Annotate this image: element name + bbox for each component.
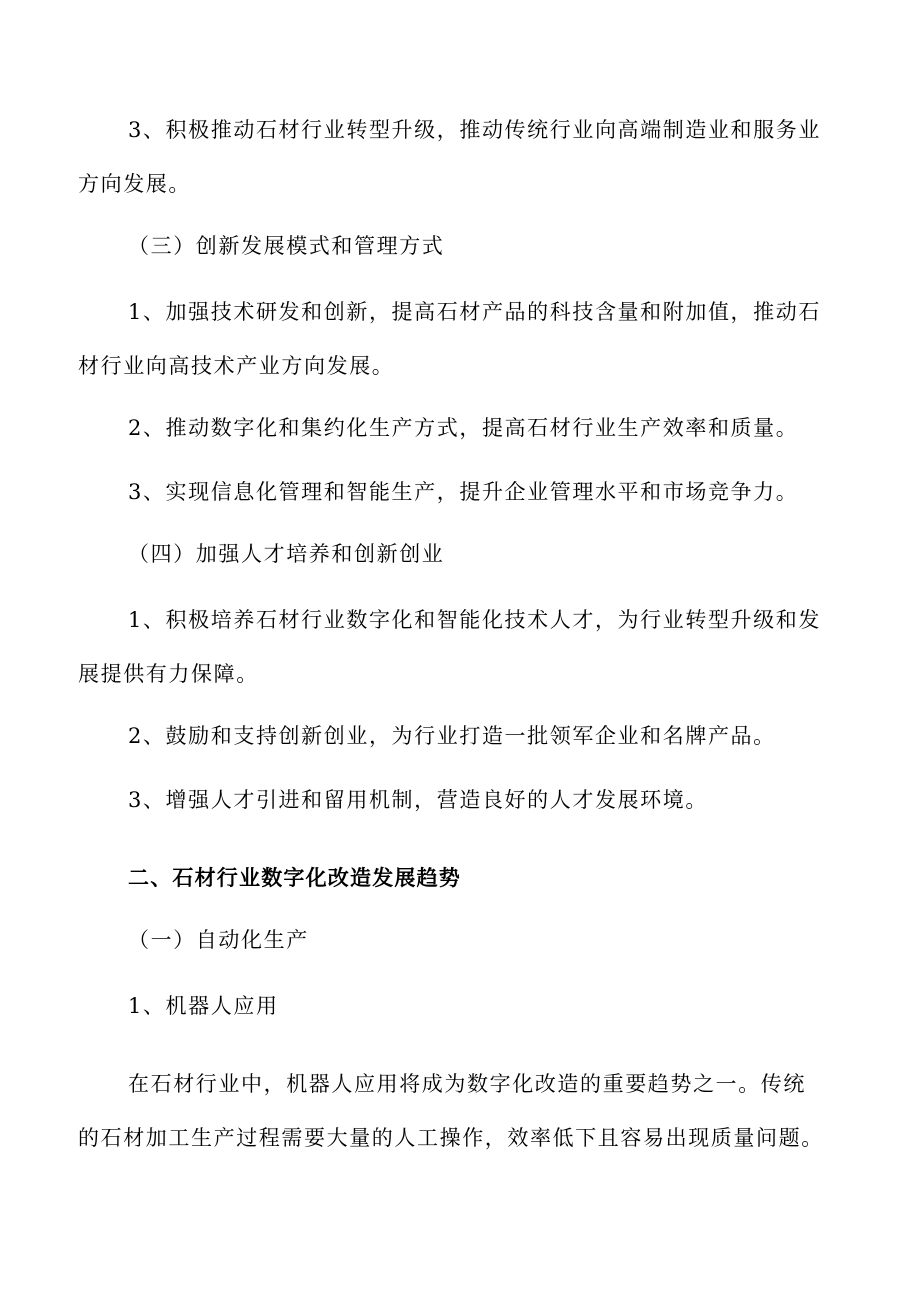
paragraph-line: 3、积极推动石材行业转型升级，推动传统行业向高端制造业和服务业 — [128, 118, 821, 142]
paragraph-line: 1、加强技术研发和创新，提高石材产品的科技含量和附加值，推动石 — [128, 300, 821, 324]
paragraph-line: 3、实现信息化管理和智能生产，提升企业管理水平和市场竞争力。 — [128, 480, 799, 504]
paragraph-line: 3、增强人才引进和留用机制，营造良好的人才发展环境。 — [128, 788, 708, 812]
section-heading: （三）创新发展模式和管理方式 — [128, 234, 445, 258]
paragraph-line: 方向发展。 — [78, 172, 191, 196]
paragraph-line: 1、积极培养石材行业数字化和智能化技术人才，为行业转型升级和发 — [128, 608, 821, 632]
paragraph-line: 2、鼓励和支持创新创业，为行业打造一批领军企业和名牌产品。 — [128, 724, 776, 748]
paragraph-line: 在石材行业中，机器人应用将成为数字化改造的重要趋势之一。传统 — [128, 1072, 806, 1096]
paragraph-line: 2、推动数字化和集约化生产方式，提高石材行业生产效率和质量。 — [128, 416, 799, 440]
subsection-heading: 1、机器人应用 — [128, 994, 279, 1018]
section-heading: （一）自动化生产 — [128, 928, 309, 952]
chapter-heading: 二、石材行业数字化改造发展趋势 — [128, 865, 461, 890]
paragraph-line: 的石材加工生产过程需要大量的人工操作，效率低下且容易出现质量问题。 — [78, 1126, 824, 1150]
section-heading: （四）加强人才培养和创新创业 — [128, 542, 445, 566]
paragraph-line: 展提供有力保障。 — [78, 662, 259, 686]
paragraph-line: 材行业向高技术产业方向发展。 — [78, 354, 395, 378]
